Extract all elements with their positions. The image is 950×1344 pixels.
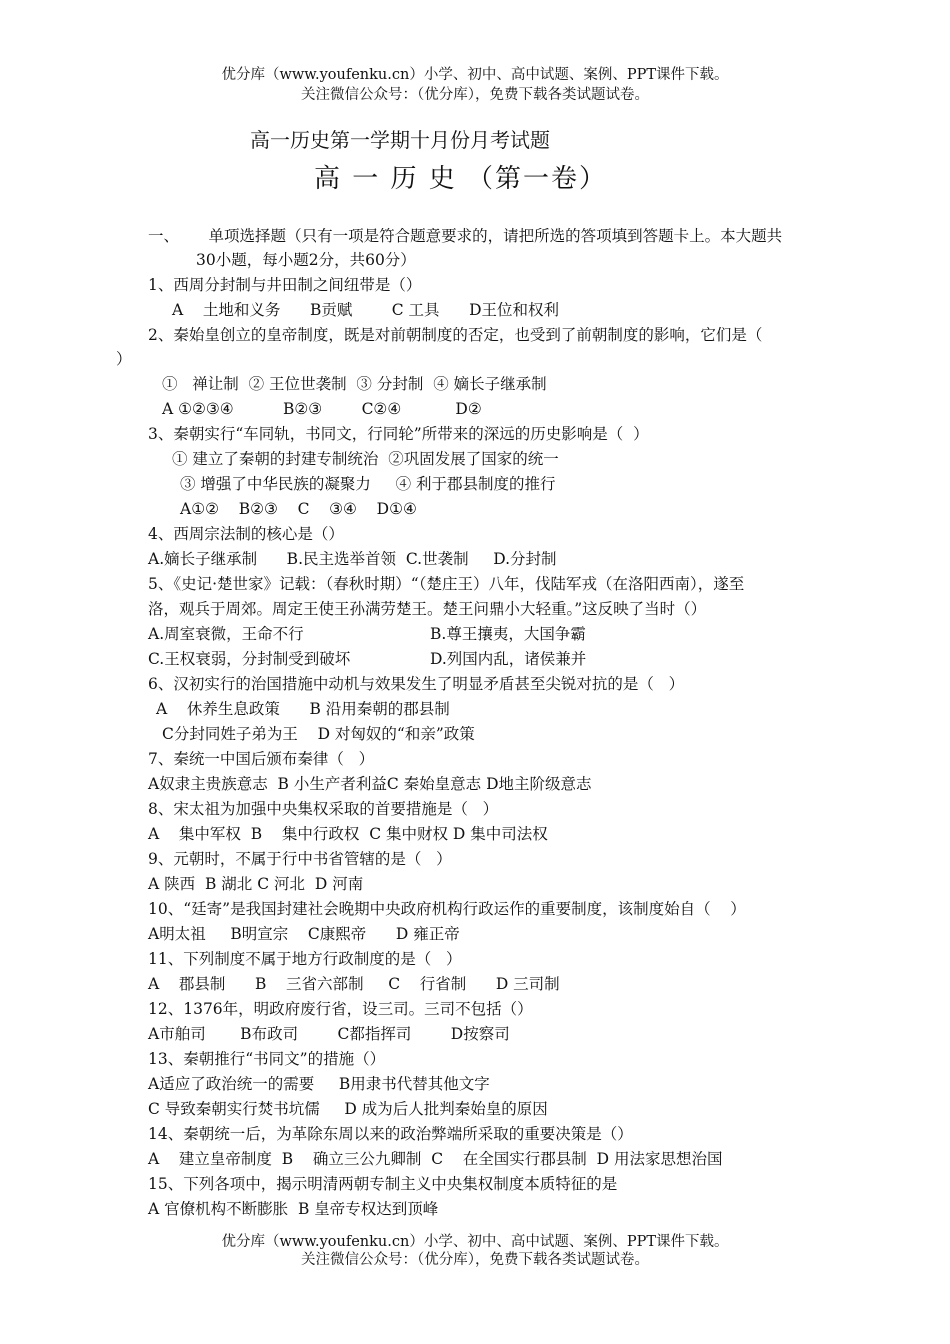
question-5-cont: 洛，观兵于周郊。周定王使王孙满劳楚王。楚王问鼎小大轻重。”这反映了当时（） — [148, 600, 707, 618]
q4-options: A.嫡长子继承制 B.民主选举首领 C.世袭制 D.分封制 — [148, 550, 557, 568]
header-line-2: 关注微信公众号：（优分库），免费下载各类试题试卷。 — [301, 87, 649, 103]
question-11: 11、下列制度不属于地方行政制度的是（ ） — [148, 950, 462, 968]
question-2-cont: ） — [116, 350, 132, 368]
question-6: 6、汉初实行的治国措施中动机与效果发生了明显矛盾甚至尖锐对抗的是（ ） — [148, 675, 685, 693]
question-9: 9、元朝时，不属于行中书省管辖的是（ ） — [148, 850, 452, 868]
q5-option-a: A.周室衰微，王命不行 — [148, 625, 304, 643]
q5-option-d: D.列国内乱，诸侯兼并 — [430, 650, 587, 668]
q12-options: A市舶司 B布政司 C都指挥司 D按察司 — [148, 1025, 510, 1043]
question-7: 7、秦统一中国后颁布秦律（ ） — [148, 750, 375, 768]
q9-options: A 陕西 B 湖北 C 河北 D 河南 — [148, 875, 364, 893]
footer-line-2: 关注微信公众号：（优分库），免费下载各类试题试卷。 — [301, 1252, 649, 1268]
question-13: 13、秦朝推行“书同文”的措施（） — [148, 1050, 386, 1068]
q3-items-2: ③ 增强了中华民族的凝聚力 ④ 利于郡县制度的推行 — [180, 475, 556, 493]
question-4: 4、西周宗法制的核心是（） — [148, 525, 344, 543]
q6-options-2: C分封同姓子弟为王 D 对匈奴的“和亲”政策 — [162, 725, 475, 743]
question-15: 15、下列各项中，揭示明清两朝专制主义中央集权制度本质特征的是 — [148, 1175, 618, 1193]
question-14: 14、秦朝统一后，为革除东周以来的政治弊端所采取的重要决策是（） — [148, 1125, 633, 1143]
section-heading-cont: 30小题，每小题2分，共60分） — [196, 251, 416, 269]
question-5: 5、《史记·楚世家》记载：（春秋时期）“（楚庄王）八年，伐陆军戎（在洛阳西南），遂至 — [148, 575, 745, 593]
question-8: 8、宋太祖为加强中央集权采取的首要措施是（ ） — [148, 800, 499, 818]
q5-option-c: C.王权衰弱，分封制受到破坏 — [148, 650, 351, 668]
question-3: 3、秦朝实行“车同轨，书同文，行同轮”所带来的深远的历史影响是（ ） — [148, 425, 649, 443]
q13-options-1: A适应了政治统一的需要 B用隶书代替其他文字 — [148, 1075, 490, 1093]
q3-options: A①② B②③ C ③④ D①④ — [180, 500, 417, 518]
q14-options: A 建立皇帝制度 B 确立三公九卿制 C 在全国实行郡县制 D 用法家思想治国 — [148, 1150, 723, 1168]
q5-option-b: B.尊王攘夷，大国争霸 — [430, 625, 586, 643]
question-2: 2、秦始皇创立的皇帝制度，既是对前朝制度的否定，也受到了前朝制度的影响，它们是（ — [148, 326, 763, 344]
question-10: 10、“廷寄”是我国封建社会晚期中央政府机构行政运作的重要制度，该制度始自（ ） — [148, 900, 746, 918]
exam-subtitle: 高 一 历 史 （第一卷） — [314, 164, 608, 194]
q2-options: A ①②③④ B②③ C②④ D② — [162, 400, 482, 418]
question-12: 12、1376年，明政府废行省，设三司。三司不包括（） — [148, 1000, 533, 1018]
q7-options: A奴隶主贵族意志 B 小生产者利益C 秦始皇意志 D地主阶级意志 — [148, 775, 592, 793]
question-1: 1、西周分封制与井田制之间纽带是（） — [148, 276, 422, 294]
q2-items: ① 禅让制 ② 王位世袭制 ③ 分封制 ④ 嫡长子继承制 — [162, 375, 547, 393]
q10-options: A明太祖 B明宣宗 C康熙帝 D 雍正帝 — [148, 925, 460, 943]
q3-items-1: ① 建立了秦朝的封建专制统治 ②巩固发展了国家的统一 — [172, 450, 559, 468]
q6-options-1: A 休养生息政策 B 沿用秦朝的郡县制 — [156, 700, 450, 718]
footer-line-1: 优分库（www.youfenku.cn）小学、初中、高中试题、案例、PPT课件下载。 — [221, 1234, 729, 1250]
q13-options-2: C 导致秦朝实行焚书坑儒 D 成为后人批判秦始皇的原因 — [148, 1100, 548, 1118]
section-heading: 一、 单项选择题（只有一项是符合题意要求的，请把所选的答项填到答题卡上。本大题共 — [148, 227, 783, 245]
q11-options: A 郡县制 B 三省六部制 C 行省制 D 三司制 — [148, 975, 560, 993]
q1-options: A 土地和义务 B贡赋 C 工具 D王位和权利 — [172, 301, 560, 319]
q15-options: A 官僚机构不断膨胀 B 皇帝专权达到顶峰 — [148, 1200, 439, 1218]
header-line-1: 优分库（www.youfenku.cn）小学、初中、高中试题、案例、PPT课件下载。 — [221, 67, 729, 83]
exam-title: 高一历史第一学期十月份月考试题 — [250, 128, 550, 152]
q8-options: A 集中军权 B 集中行政权 C 集中财权 D 集中司法权 — [148, 825, 548, 843]
